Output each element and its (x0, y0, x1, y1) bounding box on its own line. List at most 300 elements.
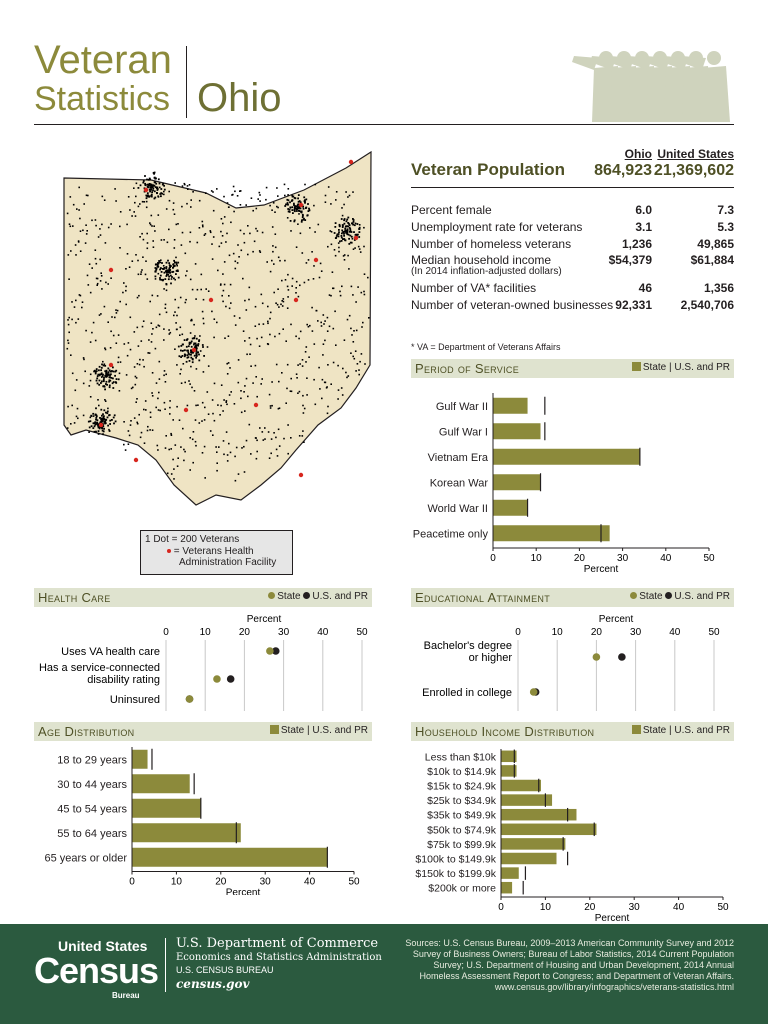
veteran-dot (216, 322, 218, 324)
veteran-dot (229, 394, 231, 396)
veteran-dot (182, 428, 184, 430)
veteran-dot (255, 325, 257, 327)
veteran-dot (155, 263, 157, 265)
veteran-dot (241, 412, 243, 414)
veteran-dot (114, 375, 116, 377)
veteran-dot (327, 413, 329, 415)
veteran-dot (359, 361, 361, 363)
veteran-dot (156, 327, 158, 329)
veteran-dot (166, 290, 168, 292)
veteran-dot (267, 343, 269, 345)
veteran-dot (267, 323, 269, 325)
veteran-dot (324, 382, 326, 384)
veteran-dot (360, 251, 362, 253)
veteran-dot (173, 315, 175, 317)
veteran-dot (197, 289, 199, 291)
veteran-dot (244, 410, 246, 412)
veteran-dot (304, 184, 306, 186)
veteran-dot (176, 329, 178, 331)
veteran-dot (298, 296, 300, 298)
veteran-dot (284, 205, 286, 207)
veteran-dot (284, 260, 286, 262)
veteran-dot (346, 233, 348, 235)
bar-state (493, 398, 528, 414)
dot-state (213, 675, 221, 683)
veteran-dot (250, 344, 252, 346)
veteran-dot (222, 235, 224, 237)
veteran-dot (231, 194, 233, 196)
category-label: Uses VA health care (61, 646, 160, 658)
state-swatch-icon (270, 725, 279, 734)
veteran-dot (303, 218, 305, 220)
veteran-dot (341, 286, 343, 288)
veteran-dot (210, 230, 212, 232)
veteran-dot (172, 459, 174, 461)
veteran-dot (202, 402, 204, 404)
state-dot-icon (268, 592, 275, 599)
veteran-dot (147, 194, 149, 196)
veteran-dot (315, 184, 317, 186)
veteran-dot (151, 333, 153, 335)
veteran-dot (218, 446, 220, 448)
veteran-dot (202, 452, 204, 454)
veteran-dot (165, 283, 167, 285)
veteran-dot (98, 369, 100, 371)
veteran-dot (128, 342, 130, 344)
veteran-dot (347, 196, 349, 198)
veteran-dot (71, 301, 73, 303)
veteran-dot (199, 200, 201, 202)
veteran-dot (323, 323, 325, 325)
veteran-dot (98, 433, 100, 435)
veteran-dot (329, 294, 331, 296)
period-of-service-chart (400, 385, 734, 575)
veteran-dot (130, 424, 132, 426)
veteran-dot (247, 225, 249, 227)
veteran-dot (309, 227, 311, 229)
veteran-dot (174, 311, 176, 313)
veteran-dot (181, 382, 183, 384)
red-dot-icon (167, 549, 171, 553)
veteran-dot (70, 250, 72, 252)
veteran-dot (179, 373, 181, 375)
veteran-dot (155, 267, 157, 269)
veteran-dot (222, 273, 224, 275)
veteran-dot (180, 369, 182, 371)
veteran-dot (245, 204, 247, 206)
veteran-dot (107, 417, 109, 419)
veteran-dot (90, 420, 92, 422)
veteran-dot (364, 273, 366, 275)
x-axis-title: Percent (598, 614, 634, 625)
veteran-dot (114, 188, 116, 190)
veteran-dot (119, 226, 121, 228)
veteran-dot (262, 303, 264, 305)
stat-us-value: $61,884 (690, 253, 734, 267)
veteran-dot (213, 210, 215, 212)
veteran-dot (134, 417, 136, 419)
x-tick-label: 40 (660, 553, 672, 564)
map-legend-dot-scale: 1 Dot = 200 Veterans (145, 534, 240, 545)
census-site-link[interactable]: census.gov (176, 977, 250, 991)
va-facility-dot (294, 298, 298, 302)
veteran-dot (188, 345, 190, 347)
veteran-dot (207, 391, 209, 393)
veteran-dot (338, 242, 340, 244)
veteran-dot (263, 323, 265, 325)
veteran-dot (341, 218, 343, 220)
dept-name: U.S. Department of Commerce (176, 936, 379, 951)
veteran-dot (352, 191, 354, 193)
veteran-dot (344, 339, 346, 341)
veteran-dot (68, 254, 70, 256)
veteran-dot (300, 208, 302, 210)
x-tick-label: 50 (708, 627, 720, 638)
veteran-dot (192, 439, 194, 441)
va-facility-dot (314, 258, 318, 262)
veteran-dot (192, 191, 194, 193)
veteran-dot (67, 406, 69, 408)
veteran-dot (250, 365, 252, 367)
veteran-dot (352, 294, 354, 296)
veteran-dot (234, 315, 236, 317)
veteran-dot (116, 342, 118, 344)
veteran-dot (147, 248, 149, 250)
veteran-dot (359, 224, 361, 226)
veteran-dot (74, 306, 76, 308)
veteran-dot (225, 306, 227, 308)
map-legend-facility-2: Administration Facility (179, 557, 277, 568)
veteran-dot (112, 378, 114, 380)
veteran-dot (336, 235, 338, 237)
section-title: Period of Service (415, 361, 520, 376)
veteran-dot (358, 246, 360, 248)
veteran-dot (270, 407, 272, 409)
veteran-dot (277, 207, 279, 209)
veteran-dot (271, 209, 273, 211)
veteran-dot (190, 206, 192, 208)
veteran-dot (128, 430, 130, 432)
veteran-dot (252, 251, 254, 253)
veteran-dot (105, 349, 107, 351)
veteran-dot (114, 414, 116, 416)
veteran-dot (285, 402, 287, 404)
veteran-dot (341, 207, 343, 209)
veteran-dot (233, 186, 235, 188)
va-facility-dot (354, 236, 358, 240)
veteran-dot (123, 444, 125, 446)
veteran-dot (67, 348, 69, 350)
veteran-dot (333, 362, 335, 364)
veteran-dot (238, 256, 240, 258)
veteran-dot (294, 219, 296, 221)
veteran-dot (128, 196, 130, 198)
veteran-dot (299, 363, 301, 365)
veteran-dot (169, 200, 171, 202)
x-tick-label: 20 (215, 876, 227, 888)
veteran-dot (224, 337, 226, 339)
veteran-dot (155, 348, 157, 350)
veteran-dot (338, 229, 340, 231)
veteran-dot (342, 215, 344, 217)
veteran-dot (95, 219, 97, 221)
veteran-dot (285, 279, 287, 281)
veteran-dot (302, 435, 304, 437)
bar-state (132, 823, 241, 842)
veteran-dot (324, 320, 326, 322)
veteran-dot (168, 191, 170, 193)
veteran-dot (279, 445, 281, 447)
veteran-dot (140, 184, 142, 186)
veteran-dot (270, 405, 272, 407)
veteran-dot (195, 345, 197, 347)
veteran-dot (215, 446, 217, 448)
veteran-dot (297, 364, 299, 366)
dot-us (227, 675, 235, 683)
category-label: Has a service-connected (38, 662, 160, 674)
veteran-dot (114, 317, 116, 319)
veteran-dot (198, 360, 200, 362)
veteran-dot (334, 232, 336, 234)
veteran-dot (106, 370, 108, 372)
veteran-dot (80, 230, 82, 232)
veteran-dot (154, 178, 156, 180)
veteran-dot (103, 380, 105, 382)
veteran-dot (97, 419, 99, 421)
veteran-dot (140, 437, 142, 439)
veteran-dot (116, 312, 118, 314)
veteran-dot (308, 259, 310, 261)
bar-state (132, 750, 148, 769)
veteran-dot (169, 400, 171, 402)
veteran-dot (346, 220, 348, 222)
veteran-dot (163, 328, 165, 330)
bar-state (501, 780, 541, 792)
veteran-dot (277, 288, 279, 290)
veteran-dot (91, 267, 93, 269)
veteran-dot (223, 454, 225, 456)
stat-us-value: 7.3 (717, 203, 734, 217)
veteran-dot (228, 362, 230, 364)
veteran-dot (176, 406, 178, 408)
veteran-dot (99, 380, 101, 382)
veteran-dot (173, 260, 175, 262)
veteran-dot (327, 406, 329, 408)
veteran-dot (305, 207, 307, 209)
veteran-dot (193, 324, 195, 326)
veteran-dot (167, 274, 169, 276)
veteran-dot (184, 382, 186, 384)
x-tick-label: 0 (515, 627, 521, 638)
veteran-dot (291, 199, 293, 201)
stat-label: Median household income (411, 253, 552, 267)
veteran-dot (264, 427, 266, 429)
veteran-dot (357, 363, 359, 365)
veteran-dot (177, 223, 179, 225)
veteran-dot (189, 383, 191, 385)
veteran-dot (195, 445, 197, 447)
veteran-dot (173, 209, 175, 211)
veteran-dot (304, 200, 306, 202)
veteran-dot (270, 271, 272, 273)
veteran-dot (70, 226, 72, 228)
veteran-dot (111, 316, 113, 318)
veteran-dot (314, 343, 316, 345)
veteran-dot (269, 457, 271, 459)
veteran-dot (177, 269, 179, 271)
veteran-dot (344, 231, 346, 233)
veteran-dot (202, 346, 204, 348)
veteran-dot (305, 199, 307, 201)
veteran-dot (85, 224, 87, 226)
veteran-dot (146, 197, 148, 199)
legend-us: | U.S. and PR (669, 725, 730, 736)
veteran-dot (224, 284, 226, 286)
veteran-dot (86, 233, 88, 235)
veteran-dot (226, 363, 228, 365)
veteran-dot (291, 391, 293, 393)
veteran-dot (304, 282, 306, 284)
veteran-dot (164, 278, 166, 280)
veteran-dot (207, 346, 209, 348)
veteran-dot (173, 202, 175, 204)
veteran-dot (244, 300, 246, 302)
veteran-dot (157, 449, 159, 451)
veteran-dot (168, 229, 170, 231)
veteran-dot (202, 224, 204, 226)
veteran-dot (102, 433, 104, 435)
category-label: Gulf War I (438, 426, 488, 439)
veteran-dot (190, 357, 192, 359)
veteran-dot (152, 429, 154, 431)
veteran-dot (302, 405, 304, 407)
veteran-dot (301, 219, 303, 221)
veteran-dot (158, 178, 160, 180)
va-facility-dot (109, 363, 113, 367)
veteran-dot (128, 443, 130, 445)
veteran-dot (300, 331, 302, 333)
veteran-dot (323, 343, 325, 345)
veteran-dot (195, 405, 197, 407)
veteran-dot (186, 361, 188, 363)
veteran-dot (363, 246, 365, 248)
category-label: Uninsured (109, 694, 160, 706)
veteran-dot (187, 354, 189, 356)
veteran-dot (101, 224, 103, 226)
veteran-dot (252, 210, 254, 212)
veteran-dot (78, 318, 80, 320)
veteran-dot (197, 345, 199, 347)
veteran-dot (355, 370, 357, 372)
veteran-dot (339, 241, 341, 243)
veteran-dot (81, 307, 83, 309)
veteran-dot (283, 301, 285, 303)
veteran-dot (148, 184, 150, 186)
veteran-dot (353, 248, 355, 250)
veteran-dot (141, 271, 143, 273)
veteran-dot (195, 298, 197, 300)
category-label: 30 to 44 years (57, 778, 127, 791)
veteran-dot (185, 302, 187, 304)
veteran-dot (343, 233, 345, 235)
veteran-dot (158, 260, 160, 262)
veteran-dot (145, 260, 147, 262)
x-tick-label: 10 (170, 876, 182, 888)
health-care-header (34, 588, 372, 607)
veteran-dot (235, 480, 237, 482)
veteran-dot (344, 228, 346, 230)
veteran-dot (161, 239, 163, 241)
veteran-dot (176, 364, 178, 366)
category-label: 18 to 29 years (57, 754, 127, 767)
veteran-dot (211, 243, 213, 245)
veteran-dot (165, 374, 167, 376)
veteran-dot (266, 261, 268, 263)
x-tick-label: 0 (163, 627, 169, 638)
veteran-dot (271, 405, 273, 407)
veteran-dot (87, 195, 89, 197)
x-tick-label: 20 (573, 553, 585, 564)
veteran-dot (78, 241, 80, 243)
veteran-dot (216, 451, 218, 453)
veteran-dot (70, 423, 72, 425)
veteran-dot (192, 289, 194, 291)
veteran-dot (182, 334, 184, 336)
veteran-dot (216, 462, 218, 464)
veteran-dot (295, 292, 297, 294)
veteran-dot (336, 234, 338, 236)
veteran-dot (149, 185, 151, 187)
veteran-dot (109, 420, 111, 422)
veteran-dot (95, 225, 97, 227)
veteran-dot (137, 297, 139, 299)
veteran-dot (172, 267, 174, 269)
educational-attainment-header (411, 588, 734, 607)
veteran-dot (265, 199, 267, 201)
veteran-dot (348, 375, 350, 377)
veteran-dot (102, 430, 104, 432)
veteran-dot (103, 409, 105, 411)
veteran-dot (154, 230, 156, 232)
x-tick-label: 0 (129, 876, 135, 888)
veteran-dot (151, 322, 153, 324)
veteran-dot (187, 185, 189, 187)
veteran-dot (203, 371, 205, 373)
veteran-dot (79, 218, 81, 220)
veteran-dot (261, 337, 263, 339)
veteran-dot (210, 232, 212, 234)
veteran-dot (158, 214, 160, 216)
veteran-dot (164, 370, 166, 372)
veteran-dot (353, 231, 355, 233)
stat-us-value: 49,865 (697, 237, 734, 251)
veteran-dot (110, 223, 112, 225)
veteran-dot (107, 283, 109, 285)
veteran-dot (350, 235, 352, 237)
veteran-dot (269, 205, 271, 207)
veteran-dot (287, 364, 289, 366)
veteran-dot (302, 365, 304, 367)
veteran-dot (180, 327, 182, 329)
veteran-dot (237, 195, 239, 197)
veteran-dot (111, 370, 113, 372)
veteran-dot (154, 198, 156, 200)
veteran-dot (256, 451, 258, 453)
title-divider (186, 46, 187, 118)
veteran-dot (105, 383, 107, 385)
veteran-dot (330, 383, 332, 385)
veteran-dot (138, 295, 140, 297)
